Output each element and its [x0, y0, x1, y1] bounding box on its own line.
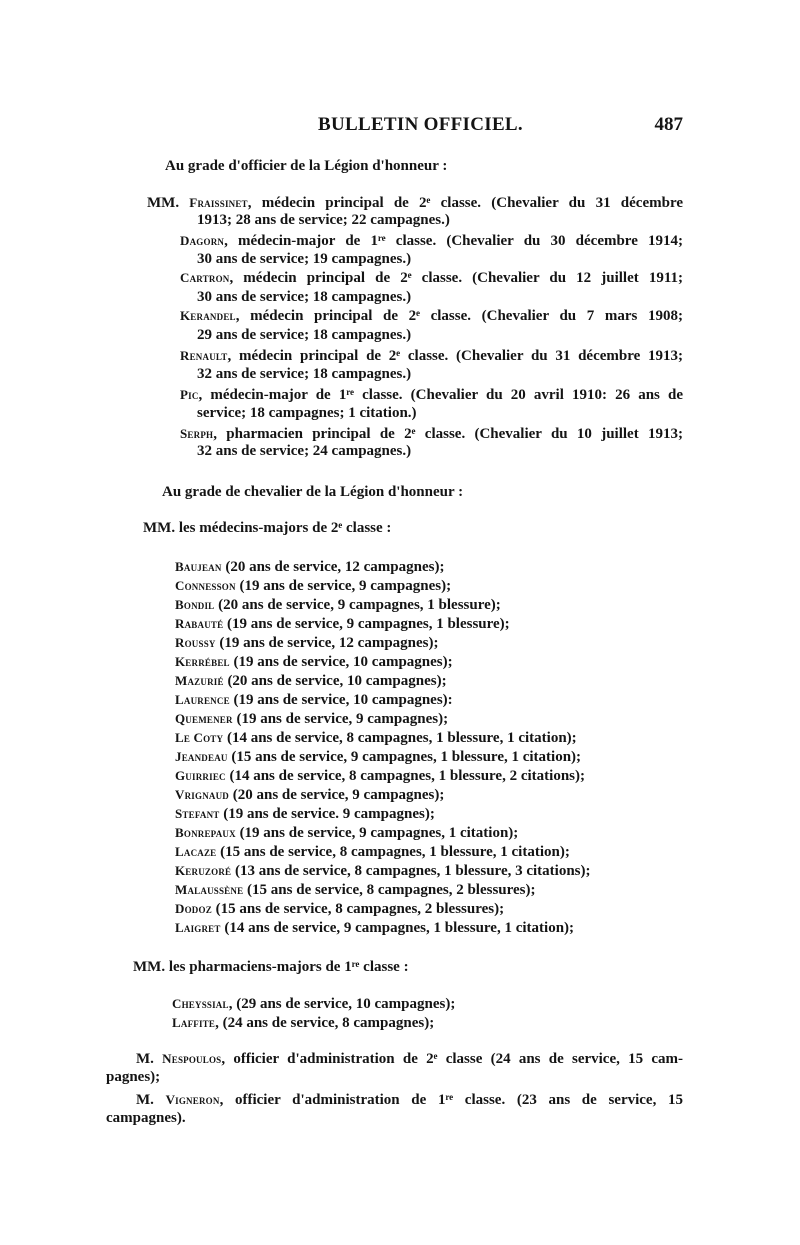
detail: , médecin principal de 2ᵉ classe. (Chevalier du 31 décembre 1913; — [227, 348, 683, 364]
name: Dagorn — [180, 233, 225, 248]
detail: , (29 ans de service, 10 campagnes); — [228, 996, 456, 1012]
prefix: M. — [136, 1092, 166, 1108]
detail: (14 ans de service, 8 campagnes, 1 blessure, 1 citation); — [223, 730, 577, 746]
page-header — [0, 114, 800, 138]
medecin-entry — [175, 728, 577, 748]
medecin-entry — [175, 899, 504, 919]
detail: (20 ans de service, 9 campagnes); — [229, 787, 445, 803]
medecin-entry — [175, 690, 453, 710]
medecin-entry — [175, 785, 444, 805]
officier-entry-3-cont: 30 ans de service; 18 campagnes.) — [197, 289, 412, 305]
name: Cheyssial — [172, 996, 229, 1011]
medecin-entry — [175, 633, 439, 653]
name: Mazurié — [175, 673, 224, 688]
name: Lacaze — [175, 844, 217, 859]
pharmaciens-intro: MM. les pharmaciens-majors de 1ʳᵉ classe : — [133, 959, 409, 975]
detail: (19 ans de service, 9 campagnes); — [235, 578, 452, 594]
detail: (20 ans de service, 10 campagnes); — [223, 673, 447, 689]
name: Bondil — [175, 597, 215, 612]
name: Cartron — [180, 270, 230, 285]
chevalier-heading: Au grade de chevalier de la Légion d'honneur : — [162, 484, 464, 500]
medecin-entry — [175, 671, 447, 691]
medecin-entry — [175, 652, 453, 672]
name: Connesson — [175, 578, 236, 593]
name: Renault — [180, 348, 228, 363]
name: Vigneron — [165, 1092, 220, 1107]
officier-entry-5 — [180, 346, 683, 366]
officier-entry-1 — [147, 193, 683, 213]
officier-entry-2-cont: 30 ans de service; 19 campagnes.) — [197, 251, 412, 267]
name: Fraissinet — [189, 195, 248, 210]
medecin-entry — [175, 709, 448, 729]
detail: (19 ans de service, 9 campagnes, 1 citation); — [235, 825, 519, 841]
detail: (20 ans de service, 12 campagnes); — [221, 559, 445, 575]
officier-entry-6 — [180, 385, 683, 405]
medecin-entry — [175, 823, 518, 843]
officier-entry-1-cont: 1913; 28 ans de service; 22 campagnes.) — [197, 212, 450, 228]
detail: , médecin principal de 2ᵉ classe. (Chevalier du 12 juillet 1911; — [229, 270, 683, 286]
officier-entry-6-cont: service; 18 campagnes; 1 citation.) — [197, 405, 417, 421]
prefix: M. — [136, 1051, 163, 1067]
name: Laurence — [175, 692, 230, 707]
officier-heading: Au grade d'officier de la Légion d'honneur : — [165, 158, 448, 174]
name: Dodoz — [175, 901, 212, 916]
name: Rabauté — [175, 616, 224, 631]
medecin-entry — [175, 595, 501, 615]
name: Serph — [180, 426, 214, 441]
detail: (19 ans de service, 10 campagnes); — [229, 654, 453, 670]
name: Laffite — [172, 1015, 216, 1030]
pharmacien-entry — [172, 1013, 434, 1033]
detail: , médecin-major de 1ʳᵉ classe. (Chevalier du 20 avril 1910: 26 ans de — [198, 387, 683, 403]
detail: (19 ans de service, 9 campagnes, 1 blessure); — [223, 616, 510, 632]
detail: , médecin principal de 2ᵉ classe. (Chevalier du 7 mars 1908; — [235, 308, 683, 324]
name: Le Coty — [175, 730, 224, 745]
detail: , médecin-major de 1ʳᵉ classe. (Chevalier du 30 décembre 1914; — [224, 233, 683, 249]
admin-entry-2 — [136, 1090, 683, 1110]
medecins-intro: MM. les médecins-majors de 2ᵉ classe : — [143, 520, 392, 536]
name: Baujean — [175, 559, 222, 574]
officier-entry-4 — [180, 306, 683, 326]
medecin-entry — [175, 747, 581, 767]
detail: , (24 ans de service, 8 campagnes); — [215, 1015, 435, 1031]
detail: (14 ans de service, 8 campagnes, 1 blessure, 2 citations); — [225, 768, 585, 784]
name: Stefant — [175, 806, 220, 821]
name: Jeandeau — [175, 749, 228, 764]
detail: (15 ans de service, 9 campagnes, 1 blessure, 1 citation); — [227, 749, 582, 765]
medecin-entry — [175, 614, 510, 634]
officier-entry-7-cont: 32 ans de service; 24 campagnes.) — [197, 443, 412, 459]
admin-entry-1-cont: pagnes); — [106, 1069, 161, 1085]
admin-entry-1 — [136, 1049, 683, 1069]
name: Pic — [180, 387, 199, 402]
medecin-entry — [175, 880, 536, 900]
medecin-entry — [175, 576, 451, 596]
pharmacien-entry — [172, 994, 455, 1014]
detail: (15 ans de service, 8 campagnes, 2 blessures); — [243, 882, 536, 898]
detail: (20 ans de service, 9 campagnes, 1 blessure); — [214, 597, 501, 613]
detail: (13 ans de service, 8 campagnes, 1 blessure, 3 citations); — [231, 863, 591, 879]
detail: (19 ans de service. 9 campagnes); — [219, 806, 435, 822]
medecin-entry — [175, 842, 570, 862]
officier-entry-2 — [180, 231, 683, 251]
running-title: BULLETIN OFFICIEL. — [318, 114, 523, 135]
admin-entry-2-cont: campagnes). — [106, 1110, 186, 1126]
medecin-entry — [175, 804, 435, 824]
name: Quemener — [175, 711, 233, 726]
name: Malaussène — [175, 882, 244, 897]
intro: MM. — [147, 195, 180, 211]
name: Keruzoré — [175, 863, 232, 878]
medecin-entry — [175, 557, 444, 577]
detail: (19 ans de service, 10 campagnes): — [229, 692, 453, 708]
name: Kerrébel — [175, 654, 230, 669]
name: Bonrepaux — [175, 825, 236, 840]
detail: (19 ans de service, 9 campagnes); — [232, 711, 449, 727]
name: Roussy — [175, 635, 216, 650]
detail: , officier d'administration de 1ʳᵉ classe. (23 ans de service, 15 — [219, 1092, 683, 1108]
medecin-entry — [175, 918, 574, 938]
medecin-entry — [175, 861, 591, 881]
detail: , médecin principal de 2ᵉ classe. (Chevalier du 31 décembre — [247, 195, 683, 211]
detail: , officier d'administration de 2ᵉ classe (24 ans de service, 15 cam- — [221, 1051, 683, 1067]
officier-entry-4-cont: 29 ans de service; 18 campagnes.) — [197, 327, 412, 343]
detail: (15 ans de service, 8 campagnes, 1 blessure, 1 citation); — [216, 844, 570, 860]
name: Laigret — [175, 920, 221, 935]
medecin-entry — [175, 766, 585, 786]
detail: (14 ans de service, 9 campagnes, 1 blessure, 1 citation); — [220, 920, 575, 936]
officier-entry-5-cont: 32 ans de service; 18 campagnes.) — [197, 366, 412, 382]
name: Vrignaud — [175, 787, 229, 802]
officier-entry-3 — [180, 268, 683, 288]
page-number: 487 — [654, 114, 683, 135]
name: Nespoulos — [162, 1051, 222, 1066]
detail: (15 ans de service, 8 campagnes, 2 blessures); — [211, 901, 505, 917]
officier-entry-7 — [180, 424, 683, 444]
detail: (19 ans de service, 12 campagnes); — [215, 635, 439, 651]
detail: , pharmacien principal de 2ᵉ classe. (Chevalier du 10 juillet 1913; — [213, 426, 683, 442]
name: Kerandel — [180, 308, 236, 323]
name: Guirriec — [175, 768, 226, 783]
